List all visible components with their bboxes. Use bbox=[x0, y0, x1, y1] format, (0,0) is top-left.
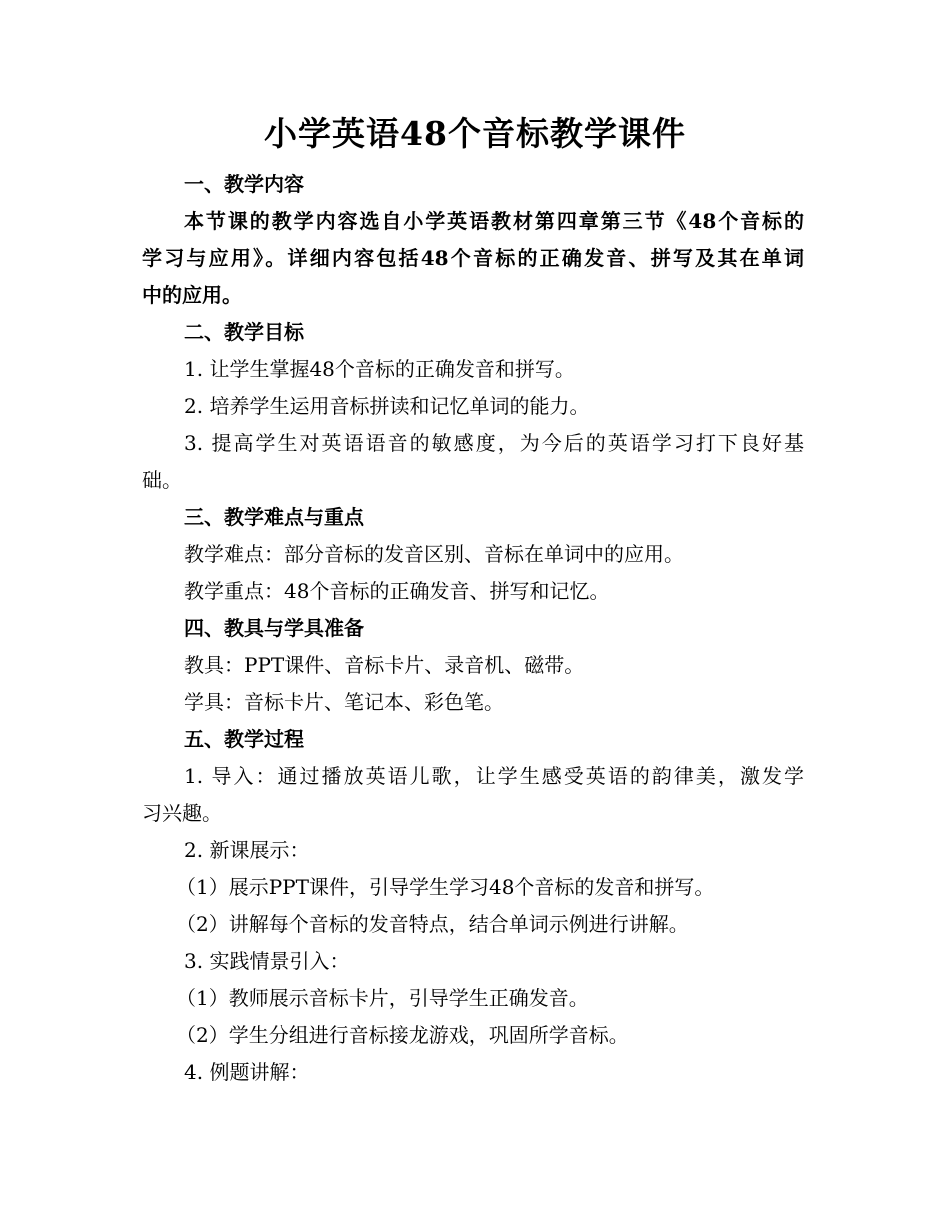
sub-list-item: （1）展示PPT课件，引导学生学习48个音标的发音和拼写。 bbox=[176, 875, 715, 899]
paragraph-line: 学习与应用》。详细内容包括48个音标的正确发音、拼写及其在单词 bbox=[142, 246, 804, 270]
section-heading-materials: 四、教具与学具准备 bbox=[184, 616, 364, 640]
sub-list-item: （1）教师展示音标卡片，引导学生正确发音。 bbox=[176, 986, 589, 1010]
section-heading-difficulties: 三、教学难点与重点 bbox=[184, 505, 364, 529]
document-body bbox=[142, 166, 804, 1091]
sub-list-item: （2）学生分组进行音标接龙游戏，巩固所学音标。 bbox=[176, 1023, 629, 1047]
list-item: 1. 导入：通过播放英语儿歌，让学生感受英语的韵律美，激发学 bbox=[184, 764, 804, 788]
list-item: 教学难点：部分音标的发音区别、音标在单词中的应用。 bbox=[184, 542, 684, 566]
list-item: 教具：PPT课件、音标卡片、录音机、磁带。 bbox=[184, 653, 585, 677]
paragraph-line: 本节课的教学内容选自小学英语教材第四章第三节《48个音标的 bbox=[184, 209, 804, 233]
sub-list-item: （2）讲解每个音标的发音特点，结合单词示例进行讲解。 bbox=[176, 912, 689, 936]
section-heading-process: 五、教学过程 bbox=[184, 727, 304, 751]
list-item: 1. 让学生掌握48个音标的正确发音和拼写。 bbox=[184, 357, 575, 381]
list-item: 2. 培养学生运用音标拼读和记忆单词的能力。 bbox=[184, 394, 590, 418]
section-heading-goals: 二、教学目标 bbox=[184, 320, 304, 344]
list-item: 2. 新课展示： bbox=[184, 838, 310, 862]
list-item: 教学重点：48个音标的正确发音、拼写和记忆。 bbox=[184, 579, 610, 603]
list-item: 3. 提高学生对英语语音的敏感度，为今后的英语学习打下良好基 bbox=[184, 431, 804, 455]
list-item: 4. 例题讲解： bbox=[184, 1060, 310, 1084]
paragraph-line: 中的应用。 bbox=[142, 283, 242, 307]
section-heading-content: 一、教学内容 bbox=[184, 172, 304, 196]
list-item: 3. 实践情景引入： bbox=[184, 949, 350, 973]
page-title: 小学英语48个音标教学课件 bbox=[264, 114, 686, 153]
list-item-continuation: 习兴趣。 bbox=[142, 801, 222, 825]
list-item-continuation: 础。 bbox=[142, 468, 182, 492]
list-item: 学具：音标卡片、笔记本、彩色笔。 bbox=[184, 690, 504, 714]
